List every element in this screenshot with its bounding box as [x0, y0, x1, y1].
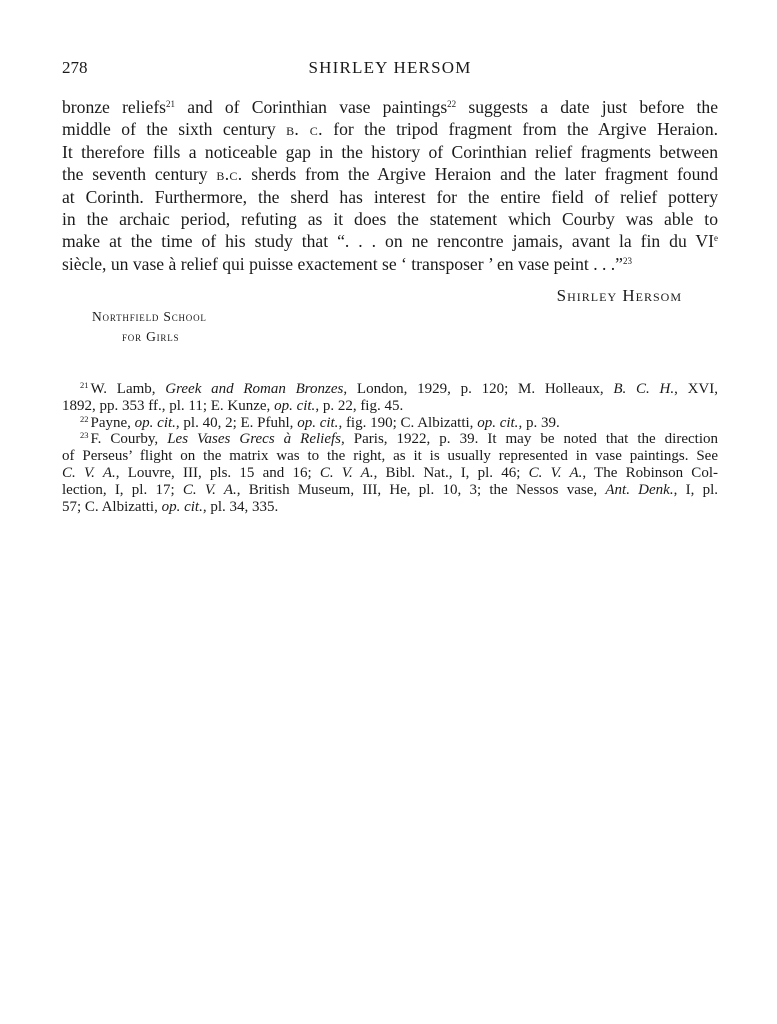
footnote-ref-22[interactable]: 22: [447, 99, 457, 109]
running-head: [62, 58, 718, 80]
footnote-21-cont: 1892, pp. 353 ff., pl. 11; E. Kunze, op. cit., p. 22, fig. 45.: [62, 397, 404, 414]
body-line-8: siècle, un vase à relief qui puisse exactement se ‘ transposer ’ en vase peint . . .”$^{23}$: [62, 253, 632, 274]
body-line-5: at Corinth. Furthermore, the sherd has interest for the entire field of relief pottery: [62, 186, 718, 207]
footnote-23-line-3: C. V. A., Louvre, III, pls. 15 and 16; C. V. A., Bibl. Nat., I, pl. 46; C. V. A., The Robinson Col-: [62, 464, 718, 481]
author-affiliation: [92, 307, 207, 347]
footnote-21: $^{21}$ W. Lamb, Greek and Roman Bronzes, London, 1929, p. 120; M. Holleaux, B. C. H., XVI,: [80, 380, 719, 397]
body-line-2: middle of the sixth century b. c. for the tripod fragment from the Argive Heraion.: [62, 119, 719, 140]
footnote-23-line-4: lection, I, pl. 17; C. V. A., British Museum, III, He, pl. 10, 3; the Nessos vase, Ant. Denk., I, pl.: [62, 481, 718, 498]
footnote-ref-23[interactable]: 23: [623, 255, 632, 266]
running-title: SHIRLEY HERSOM: [308, 58, 472, 77]
footnote-23: $^{23}$ F. Courby, Les Vases Grecs à Reliefs, Paris, 1922, p. 39. It may be noted that the direction: [80, 430, 718, 448]
footnote-23-line-5: 57; C. Albizatti, op. cit., pl. 34, 335.: [62, 498, 279, 515]
body-line-4: the seventh century b.c. sherds from the Argive Heraion and the later fragment found: [62, 164, 718, 185]
footnote-22: $^{22}$ Payne, op. cit., pl. 40, 2; E. Pfuhl, op. cit., fig. 190; C. Albizatti, op. cit., p. 39.: [80, 413, 560, 431]
body-line-3: It therefore fills a noticeable gap in the history of Corinthian relief fragments between: [62, 141, 718, 162]
author-signature: Shirley Hersom: [556, 286, 682, 305]
footnote-23-line-2: of Perseus’ flight on the matrix was to the right, as it is usually represented in vase paintings. See: [62, 448, 718, 465]
footnotes: [62, 381, 718, 515]
body-line-7: make at the time of his study that “. . . on ne rencontre jamais, avant la fin du VIe: [62, 231, 718, 252]
body-paragraph: [62, 96, 718, 275]
page-number: 278: [62, 58, 88, 77]
affiliation-line-2: for Girls: [122, 329, 180, 344]
footnote-ref-21[interactable]: 21: [166, 99, 176, 109]
body-line-1: bronze reliefs$^{21}$ and of Corinthian vase paintings$^{22}$ suggests a date just before the: [62, 97, 718, 117]
affiliation-line-1: Northfield School: [92, 309, 207, 324]
body-line-6: in the archaic period, refuting as it does the statement which Courby was able to: [62, 209, 718, 230]
